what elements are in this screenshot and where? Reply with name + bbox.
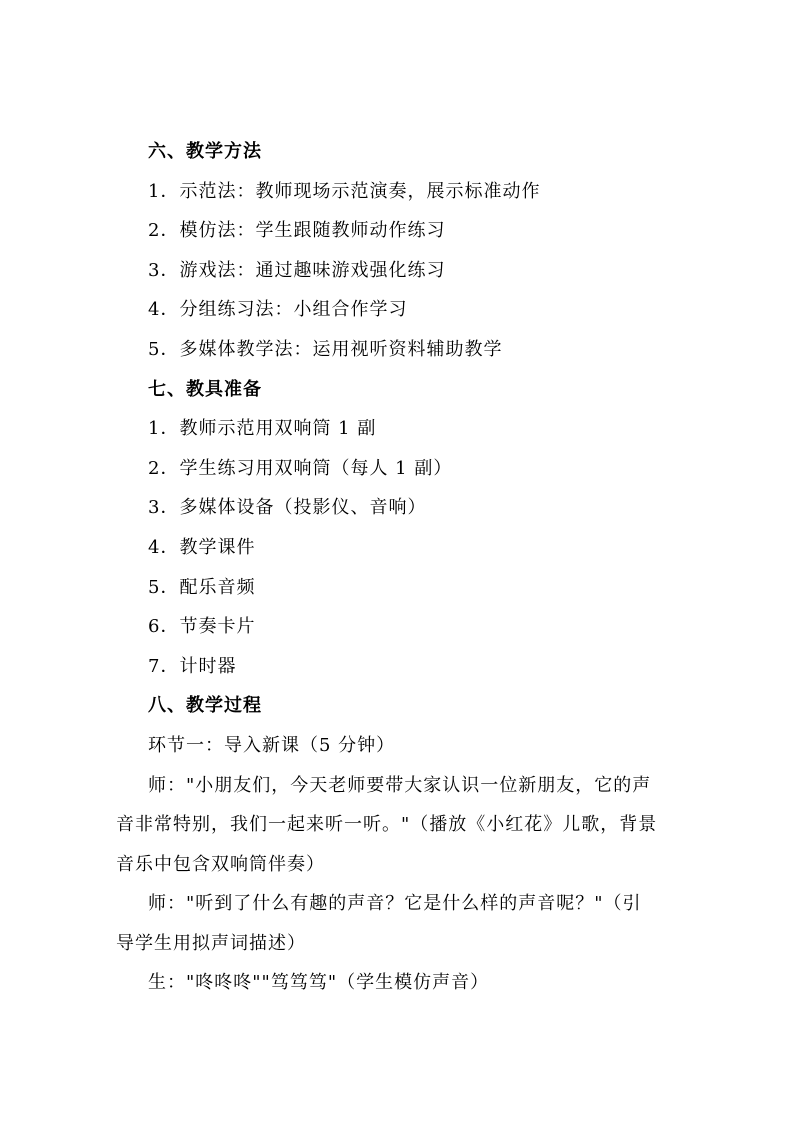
paragraph-line: 师："小朋友们，今天老师要带大家认识一位新朋友，它的声 xyxy=(148,774,652,796)
list-item: 5．多媒体教学法：运用视听资料辅助教学 xyxy=(148,338,503,360)
list-item: 4．教学课件 xyxy=(148,536,256,558)
list-item: 7．计时器 xyxy=(148,655,237,677)
paragraph-line: 音非常特别，我们一起来听一听。"（播放《小红花》儿歌，背景 xyxy=(116,814,658,836)
paragraph-line: 师："听到了什么有趣的声音？它是什么样的声音呢？"（引 xyxy=(148,893,642,915)
list-item: 2．模仿法：学生跟随教师动作练习 xyxy=(148,220,446,242)
list-item: 1．教师示范用双响筒 1 副 xyxy=(148,418,377,440)
section-heading-teaching-aids: 七、教具准备 xyxy=(148,378,262,400)
paragraph-line: 生："咚咚咚""笃笃笃"（学生模仿声音） xyxy=(148,972,490,994)
paragraph-line: 音乐中包含双响筒伴奏） xyxy=(116,853,325,875)
list-item: 3．游戏法：通过趣味游戏强化练习 xyxy=(148,259,446,281)
document-body xyxy=(116,132,696,1003)
list-item: 5．配乐音频 xyxy=(148,576,256,598)
list-item: 6．节奏卡片 xyxy=(148,616,256,638)
subheading-step-one: 环节一：导入新课（5 分钟） xyxy=(148,734,396,756)
paragraph-teacher-intro xyxy=(116,766,696,885)
list-item: 3．多媒体设备（投影仪、音响） xyxy=(148,497,427,519)
section-heading-teaching-methods: 六、教学方法 xyxy=(148,141,262,162)
list-item: 1．示范法：教师现场示范演奏，展示标准动作 xyxy=(148,180,541,202)
list-item: 2．学生练习用双响筒（每人 1 副） xyxy=(148,457,453,479)
section-heading-teaching-process: 八、教学过程 xyxy=(148,695,262,717)
paragraph-teacher-question xyxy=(116,884,696,963)
paragraph-student-response xyxy=(148,963,696,1003)
list-item: 4．分组练习法：小组合作学习 xyxy=(148,299,408,321)
paragraph-line: 导学生用拟声词描述） xyxy=(116,932,306,954)
